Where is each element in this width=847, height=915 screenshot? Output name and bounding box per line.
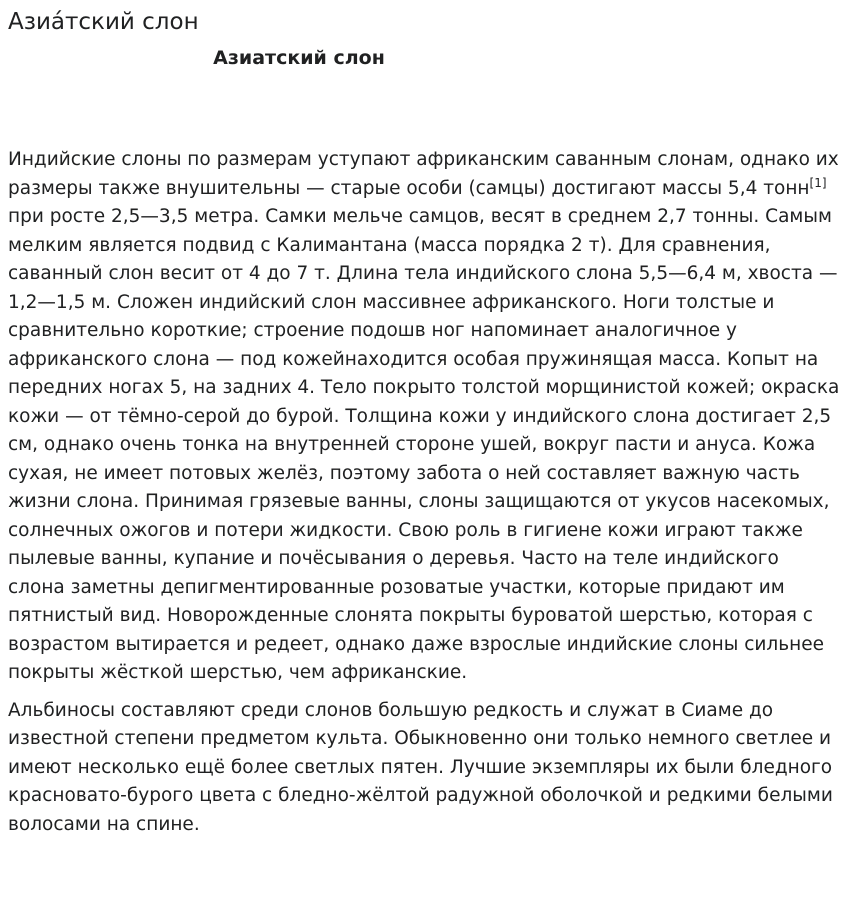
reference-link[interactable]: [1] [809,175,827,190]
paragraph-1-text-start: Индийские слоны по размерам уступают африканским саванным слонам, однако их размеры также внушительны — старые особи (самцы) достигают массы 5,4 тонн [8,149,839,199]
page-title: Азиа́тский слон [8,9,199,35]
infobox-caption: Азиатский слон [213,47,385,69]
article-body [8,146,840,848]
paragraph-1-text-end: при росте 2,5—3,5 метра. Самки мельче самцов, весят в среднем 2,7 тонны. Самым мелким является подвид с Калимантана (масса порядка 2 т). Для сравнения, саванный слон весит от 4 до 7 т. Длина тела индийского слона 5,5—6,4 м, хвоста — 1,2—1,5 м. Сложен индийский слон массивнее африканского. Ноги толстые и сравнительно короткие; строение подошв ног напоминает аналогичное у африканского слона — под кожейнаходится особая пружинящая масса. Копыт на передних ногах 5, на задних 4. Тело покрыто толстой морщинистой кожей; окраска кожи — от тёмно-серой до бурой. Толщина кожи у индийского слона достигает 2,5 см, однако очень тонка на внутренней стороне ушей, вокруг пасти и ануса. Кожа сухая, не имеет потовых желёз, поэтому забота о ней составляет важную часть жизни слона. Принимая грязевые ванны, слоны защищаются от укусов насекомых, солнечных ожогов и потери жидкости. Свою роль в гигиене кожи играют также пылевые ванны, купание и почёсывания о деревья. Часто на теле индийского слона заметны депигментированные розоватые участки, которые придают им пятнистый вид. Новорожденные слонята покрыты буроватой шерстью, которая с возрастом вытирается и редеет, однако даже взрослые индийские слоны сильнее покрыты жёсткой шерстью, чем африканские. [8,206,840,683]
article-paragraph-1 [8,146,840,688]
article-paragraph-2: Альбиносы составляют среди слонов большую редкость и служат в Сиаме до известной степени предметом культа. Обыкновенно они только немного светлее и имеют несколько ещё более светлых пятен. Лучшие экземпляры их были бледного красновато-бурого цвета с бледно-жёлтой радужной оболочкой и редкими белыми волосами на спине. [8,699,833,835]
